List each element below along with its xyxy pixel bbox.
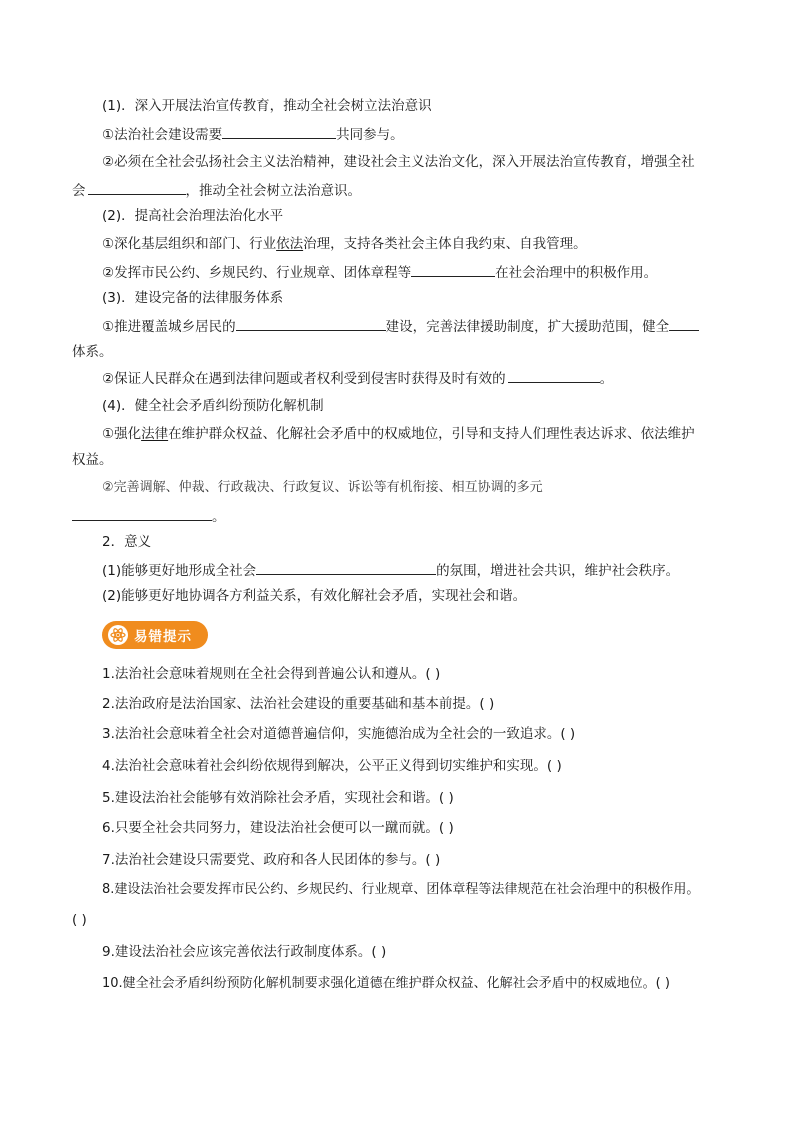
- question-2: 2.法治政府是法治国家、法治社会建设的重要基础和基本前提。( ): [102, 696, 495, 712]
- question-3: 3.法治社会意味着全社会对道德普遍信仰，实施德治成为全社会的一致追求。( ): [102, 726, 576, 742]
- section-2-item-b: ②发挥市民公约、乡规民约、行业规章、团体章程等 在社会治理中的积极作用。: [102, 262, 657, 283]
- error-tips-label: 易错提示: [134, 629, 192, 645]
- section-3-item-b: ②保证人民群众在遇到法律问题或者权利受到侵害时获得及时有效的 。: [102, 368, 613, 389]
- fill-blank[interactable]: [669, 316, 699, 331]
- section-1-item-b-line2: 会 ，推动全社会树立法治意识。: [72, 180, 361, 201]
- fill-blank[interactable]: [256, 560, 436, 575]
- fill-blank[interactable]: [88, 180, 186, 195]
- section-3-item-a-line1: ①推进覆盖城乡居民的 建设，完善法律援助制度，扩大援助范围，健全: [102, 316, 699, 337]
- fill-blank[interactable]: [411, 262, 495, 277]
- question-5: 5.建设法治社会能够有效消除社会矛盾，实现社会和谐。( ): [102, 790, 454, 806]
- fill-blank[interactable]: [222, 124, 336, 139]
- atom-icon: [108, 625, 128, 645]
- question-8: 8.建设法治社会要发挥市民公约、乡规民约、行业规章、团体章程等法律规范在社会治理中的积极作用。: [102, 882, 700, 897]
- section-4-item-a-line1: ①强化法律在维护群众权益、化解社会矛盾中的权威地位，引导和支持人们理性表达诉求、依法维护: [102, 426, 695, 442]
- section-3-title: (3)．建设完备的法律服务体系: [102, 290, 284, 306]
- section-1-title: (1)．深入开展法治宣传教育，推动全社会树立法治意识: [102, 98, 432, 114]
- fill-blank[interactable]: [508, 368, 600, 383]
- meaning-item-2: (2)能够更好地协调各方利益关系，有效化解社会矛盾，实现社会和谐。: [102, 588, 527, 604]
- question-10: 10.健全社会矛盾纠纷预防化解机制要求强化道德在维护群众权益、化解社会矛盾中的权威地位。( ): [102, 976, 670, 991]
- section-4-title: (4)．健全社会矛盾纠纷预防化解机制: [102, 398, 324, 414]
- section-4-item-b-line2: 。: [72, 506, 226, 527]
- question-7: 7.法治社会建设只需要党、政府和各人民团体的参与。( ): [102, 852, 441, 868]
- question-9: 9.建设法治社会应该完善依法行政制度体系。( ): [102, 944, 387, 960]
- section-4-item-a-line2: 权益。: [72, 452, 113, 468]
- section-1-item-a: ①法治社会建设需要 共同参与。: [102, 124, 404, 145]
- fill-blank[interactable]: [236, 316, 386, 331]
- section-2-title: (2)．提高社会治理法治化水平: [102, 208, 284, 224]
- meaning-title: 2．意义: [102, 534, 152, 550]
- section-3-item-a-line2: 体系。: [72, 344, 113, 360]
- section-4-item-b-line1: ②完善调解、仲裁、行政裁决、行政复议、诉讼等有机衔接、相互协调的多元: [102, 480, 543, 495]
- question-1: 1.法治社会意味着规则在全社会得到普遍公认和遵从。( ): [102, 666, 441, 682]
- section-1-item-b-line1: ②必须在全社会弘扬社会主义法治精神，建设社会主义法治文化，深入开展法治宣传教育，增强全社: [102, 154, 695, 170]
- question-4: 4.法治社会意味着社会纠纷依规得到解决，公平正义得到切实维护和实现。( ): [102, 758, 562, 774]
- fill-blank[interactable]: [72, 506, 212, 521]
- section-2-item-a: ①深化基层组织和部门、行业依法治理，支持各类社会主体自我约束、自我管理。: [102, 236, 587, 252]
- error-tips-badge: [102, 621, 208, 649]
- question-6: 6.只要全社会共同努力，建设法治社会便可以一蹴而就。( ): [102, 820, 454, 836]
- meaning-item-1: (1)能够更好地形成全社会 的氛围，增进社会共识，维护社会秩序。: [102, 560, 679, 581]
- question-8-paren: ( ): [72, 912, 87, 928]
